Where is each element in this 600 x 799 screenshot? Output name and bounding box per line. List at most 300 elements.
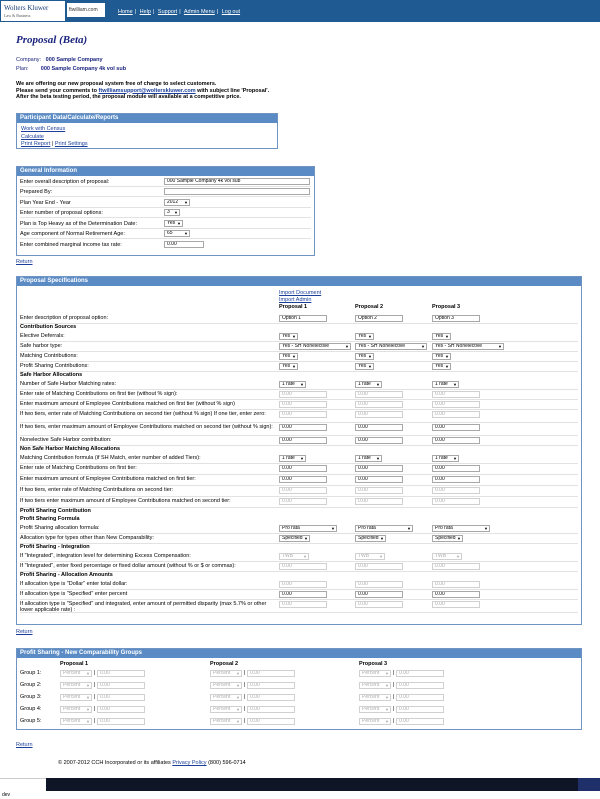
profit-sharing-contributions-select-3[interactable] (432, 363, 451, 370)
nonelective-sh-input-3[interactable]: 0.00 (432, 437, 480, 444)
chevron-down-icon: ▼ (380, 536, 384, 541)
sh-max-tier2-input-2[interactable]: 0.00 (355, 424, 403, 431)
chevron-down-icon: ▼ (292, 334, 296, 339)
chevron-down-icon: ▼ (345, 344, 349, 349)
integ-pct-label: If "Integrated", enter fixed percentage or fixed dollar amount (without % or $ or commas): (20, 563, 236, 569)
section-contribution-sources: Contribution Sources (20, 324, 77, 330)
nsh-rate-tier1-input-1[interactable]: 0.00 (279, 465, 327, 472)
specified-percent-label: If allocation type is "Specified" enter percent (20, 591, 128, 597)
nc-type-value: Percent (213, 706, 231, 712)
integ-pct-input-1[interactable]: 0.00 (279, 563, 327, 570)
sh-max-tier2-input-3[interactable]: 0.00 (432, 424, 480, 431)
alloc-type-select-3[interactable] (432, 535, 463, 542)
desc-row-input-2[interactable]: Option 2 (355, 315, 403, 322)
dollar-amount-input-2[interactable]: 0.00 (355, 581, 403, 588)
gi-row-plan-year (20, 199, 311, 208)
nsh-rate-tier2 (20, 486, 578, 497)
matching-contributions-value-2: Yes (358, 353, 367, 359)
participant-panel-title: Participant Data/Calculate/Reports (17, 114, 277, 123)
participant-panel (16, 113, 278, 149)
nc-type-value: Percent (362, 706, 380, 712)
col-header-proposal-3: Proposal 3 (432, 304, 461, 310)
safe-harbor-type (20, 342, 578, 352)
chevron-down-icon: ▼ (236, 683, 240, 688)
plan-value: 000 Sample Company 4k vol sub (40, 66, 127, 72)
beta-notice (16, 81, 269, 101)
elective-deferrals-select-2[interactable] (355, 333, 374, 340)
nc-type-select[interactable] (359, 694, 391, 701)
sh-max-tier1-label: Enter maximum amount of Employee Contributions matched on first tier (without % sign) (20, 401, 235, 407)
notice-line-3: After the beta testing period, the proposal module will available at a competitive price. (16, 94, 241, 100)
print-settings-link[interactable]: Print Settings (54, 141, 88, 147)
nc-separator: | (244, 694, 246, 700)
specified-percent-input-1[interactable]: 0.00 (279, 591, 327, 598)
nc-amount-input[interactable]: 0.00 (97, 694, 145, 701)
nc-type-value: Percent (63, 670, 81, 676)
alloc-type-value-3: Specified (435, 535, 456, 541)
nc-amount-input[interactable]: 0.00 (97, 670, 145, 677)
nc-type-select[interactable] (359, 718, 391, 725)
matching-contributions-select-1[interactable] (279, 353, 298, 360)
nsh-max-tier1-input-2[interactable]: 0.00 (355, 476, 403, 483)
nc-type-select[interactable] (359, 706, 391, 713)
sh-rate-tier1-input-3[interactable]: 0.00 (432, 391, 480, 398)
chevron-down-icon: ▼ (331, 526, 335, 531)
nc-group-label: Group 3: (20, 694, 42, 700)
profit-sharing-contributions-label: Profit Sharing Contributions: (20, 363, 89, 369)
nc-type-value: Percent (213, 682, 231, 688)
gi-row-description (20, 178, 311, 187)
nc-type-select[interactable] (60, 682, 92, 689)
import-document-link[interactable]: Import Document (279, 290, 322, 296)
permitted-disparity-input-2[interactable]: 0.00 (355, 601, 403, 608)
chevron-down-icon: ▼ (453, 382, 457, 387)
num-options-select[interactable] (164, 209, 180, 216)
nc-col-header-3: Proposal 3 (359, 661, 388, 667)
gi-row-top-heavy (20, 220, 311, 229)
chevron-down-icon: ▼ (86, 719, 90, 724)
tax-rate-input[interactable]: 0.00 (164, 241, 204, 248)
nc-type-select[interactable] (210, 682, 242, 689)
chevron-down-icon: ▼ (498, 344, 502, 349)
chevron-down-icon: ▼ (177, 221, 181, 226)
nsh-rate-tier1-label: Enter rate of Matching Contributions on first tier: (20, 465, 137, 471)
section-non-safe-harbor: Non Safe Harbor Matching Allocations (20, 446, 121, 452)
print-report-link[interactable]: Print Report (21, 141, 51, 147)
ps-formula-value-1: Pro rata (282, 525, 300, 531)
nonelective-sh-input-1[interactable]: 0.00 (279, 437, 327, 444)
profit-sharing-contributions-value-3: Yes (435, 363, 444, 369)
chevron-down-icon: ▼ (236, 707, 240, 712)
nsh-formula-value-2: 1 rate (358, 455, 371, 461)
chevron-down-icon: ▼ (174, 210, 178, 215)
nc-separator: | (393, 670, 395, 676)
nsh-max-tier1-label: Enter maximum amount of Employee Contributions matched on first tier: (20, 476, 196, 482)
nc-separator: | (393, 706, 395, 712)
plan-year-select[interactable] (164, 199, 190, 206)
chevron-down-icon: ▼ (86, 671, 90, 676)
nsh-max-tier2-input-2[interactable]: 0.00 (355, 498, 403, 505)
chevron-down-icon: ▼ (484, 526, 488, 531)
permitted-disparity (20, 600, 578, 613)
top-nav: Home | Help | Support | Admin Menu | Log out (118, 9, 241, 15)
safe-harbor-type-select-1[interactable] (279, 343, 351, 350)
nc-amount-input[interactable]: 0.00 (97, 718, 145, 725)
return-link-1[interactable]: Return (16, 259, 33, 265)
elective-deferrals-label: Elective Deferrals: (20, 333, 65, 339)
proposal-description-input[interactable]: 000 Sample Company 4k vol sub (164, 178, 310, 185)
desc-row (20, 314, 578, 324)
nc-group-row (20, 717, 578, 728)
nc-type-value: Percent (362, 694, 380, 700)
nsh-rate-tier2-input-2[interactable]: 0.00 (355, 487, 403, 494)
nc-separator: | (94, 670, 96, 676)
nsh-formula-value-1: 1 rate (282, 455, 295, 461)
nc-type-value: Percent (362, 670, 380, 676)
col-header-proposal-2: Proposal 2 (355, 304, 384, 310)
nc-amount-input[interactable]: 0.00 (247, 706, 295, 713)
elective-deferrals-value-2: Yes (358, 333, 367, 339)
chevron-down-icon: ▼ (385, 695, 389, 700)
alloc-type (20, 534, 578, 544)
sh-max-tier2-label: If two tiers, enter maximum amount of Employee Contributions matched on second tier (without % sign): (20, 424, 273, 430)
section-safe-harbor-allocations: Safe Harbor Allocations (20, 372, 83, 378)
sh-rate-tier1-input-1[interactable]: 0.00 (279, 391, 327, 398)
sh-rate-tier2-input-1[interactable]: 0.00 (279, 411, 327, 418)
nc-type-select[interactable] (60, 718, 92, 725)
nc-amount-input[interactable]: 0.00 (396, 706, 444, 713)
specified-percent-input-2[interactable]: 0.00 (355, 591, 403, 598)
chevron-down-icon: ▼ (304, 536, 308, 541)
bottom-bar-tab (0, 778, 46, 791)
nsh-formula (20, 454, 578, 464)
integ-level-select-2[interactable] (355, 553, 385, 560)
dollar-amount (20, 580, 578, 590)
gi-plan-year-label: Plan Year End - Year (20, 200, 71, 206)
support-email-link[interactable]: ftwilliamsupport@wolterskluwer.com (98, 87, 196, 94)
nav-support-link[interactable]: Support (157, 9, 178, 15)
sh-rate-tier2-label: If two tiers, enter rate of Matching Contributions on second tier (without % sign) If one tier, enter zero: (20, 411, 266, 417)
nav-home-link[interactable]: Home (118, 9, 133, 15)
import-admin-link[interactable]: Import Admin (279, 297, 312, 303)
nsh-formula-select-3[interactable] (432, 455, 459, 462)
sh-num-rates-value-1: 1 rate (282, 381, 295, 387)
top-header (0, 0, 600, 22)
ftwilliam-logo[interactable] (67, 3, 105, 17)
work-with-census-link[interactable]: Work with Census (21, 126, 66, 132)
nc-amount-input[interactable]: 0.00 (247, 682, 295, 689)
desc-row-input-3[interactable]: Option 3 (432, 315, 480, 322)
nc-amount-input[interactable]: 0.00 (97, 682, 145, 689)
sh-num-rates-select-1[interactable] (279, 381, 306, 388)
nc-group-row (20, 693, 578, 704)
nsh-max-tier2 (20, 497, 578, 508)
return-link-3[interactable]: Return (16, 742, 33, 748)
nc-col-header-1: Proposal 1 (60, 661, 89, 667)
integ-pct-input-2[interactable]: 0.00 (355, 563, 403, 570)
safe-harbor-type-select-2[interactable] (355, 343, 427, 350)
gi-row-num-options (20, 209, 311, 218)
integ-pct-input-3[interactable]: 0.00 (432, 563, 480, 570)
privacy-policy-link[interactable]: Privacy Policy (172, 760, 207, 766)
nc-col-header-2: Proposal 2 (210, 661, 239, 667)
nc-group-row (20, 681, 578, 692)
chevron-down-icon: ▼ (385, 671, 389, 676)
nc-type-select[interactable] (60, 694, 92, 701)
sh-max-tier1-input-2[interactable]: 0.00 (355, 401, 403, 408)
chevron-down-icon: ▼ (303, 554, 307, 559)
nc-amount-input[interactable]: 0.00 (97, 706, 145, 713)
nonelective-sh-label: Nonelective Safe Harbor contribution: (20, 437, 112, 443)
nc-type-select[interactable] (359, 670, 391, 677)
sh-rate-tier1-input-2[interactable]: 0.00 (355, 391, 403, 398)
col-header-proposal-1: Proposal 1 (279, 304, 308, 310)
ps-formula-select-1[interactable] (279, 525, 337, 532)
matching-contributions-select-3[interactable] (432, 353, 451, 360)
nc-type-select[interactable] (210, 694, 242, 701)
nsh-max-tier1 (20, 475, 578, 486)
bottom-bar (0, 778, 600, 791)
calculate-link[interactable]: Calculate (21, 133, 44, 140)
gi-prepared-by-label: Prepared By: (20, 189, 53, 195)
safe-harbor-type-label: Safe harbor type: (20, 343, 63, 349)
nsh-rate-tier1-input-3[interactable]: 0.00 (432, 465, 480, 472)
nsh-max-tier2-input-1[interactable]: 0.00 (279, 498, 327, 505)
section-ps-formula: Profit Sharing Formula (20, 516, 80, 522)
notice-line-2-post: with subject line 'Proposal'. (195, 87, 270, 94)
participant-links (21, 126, 88, 149)
chevron-down-icon: ▼ (368, 364, 372, 369)
section-ps-integration: Profit Sharing - Integration (20, 544, 90, 550)
return-link-2[interactable]: Return (16, 629, 33, 635)
chevron-down-icon: ▼ (292, 354, 296, 359)
dollar-amount-input-3[interactable]: 0.00 (432, 581, 480, 588)
alloc-type-label: Allocation type for types other than New Comparability: (20, 535, 154, 541)
matching-contributions (20, 352, 578, 362)
dollar-amount-label: If allocation type is "Dollar" enter total dollar: (20, 581, 128, 587)
safe-harbor-type-select-3[interactable] (432, 343, 504, 350)
integ-pct (20, 562, 578, 572)
profit-sharing-contributions-value-1: Yes (282, 363, 291, 369)
gi-age-label: Age component of Normal Retirement Age: (20, 231, 125, 237)
sh-rate-tier2-input-2[interactable]: 0.00 (355, 411, 403, 418)
nc-type-value: Percent (213, 670, 231, 676)
desc-row-input-1[interactable]: Option 1 (279, 315, 327, 322)
ps-formula-select-3[interactable] (432, 525, 490, 532)
notice-line-2-pre: Please send your comments to (16, 87, 99, 94)
chevron-down-icon: ▼ (457, 536, 461, 541)
nc-separator: | (244, 718, 246, 724)
elective-deferrals-value-3: Yes (435, 333, 444, 339)
permitted-disparity-input-3[interactable]: 0.00 (432, 601, 480, 608)
logo-text: Wolters Kluwer (4, 4, 49, 12)
nc-group-label: Group 5: (20, 718, 42, 724)
sh-rate-tier1-label: Enter rate of Matching Contributions on first tier (without % sign): (20, 391, 178, 397)
nsh-max-tier2-label: If two tiers enter maximum amount of Employee Contributions matched on second tier: (20, 498, 231, 504)
chevron-down-icon: ▼ (376, 456, 380, 461)
profit-sharing-contributions-select-1[interactable] (279, 363, 298, 370)
integ-level-label: If "Integrated", integration level for determining Excess Compensation: (20, 553, 191, 559)
plan-year-value: 2012 (167, 199, 179, 205)
nc-group-row (20, 705, 578, 716)
phone-text: (800) 596-0714 (206, 760, 246, 766)
logo-subtext: Law & Business (4, 13, 31, 18)
top-heavy-value: Yes (167, 220, 176, 226)
chevron-down-icon: ▼ (385, 683, 389, 688)
nc-separator: | (244, 706, 246, 712)
nc-amount-input[interactable]: 0.00 (396, 670, 444, 677)
chevron-down-icon: ▼ (236, 695, 240, 700)
dev-label: dev (2, 792, 11, 798)
nc-amount-input[interactable]: 0.00 (396, 682, 444, 689)
chevron-down-icon: ▼ (385, 719, 389, 724)
sh-rate-tier1 (20, 390, 578, 400)
sh-rate-tier2 (20, 410, 578, 423)
chevron-down-icon: ▼ (300, 382, 304, 387)
prepared-by-input[interactable] (164, 188, 310, 195)
integ-level-select-1[interactable] (279, 553, 309, 560)
sh-num-rates (20, 380, 578, 390)
sh-max-tier1 (20, 400, 578, 410)
nc-type-select[interactable] (60, 706, 92, 713)
nc-group-label: Group 4: (20, 706, 42, 712)
chevron-down-icon: ▼ (445, 354, 449, 359)
profit-sharing-contributions-select-2[interactable] (355, 363, 374, 370)
nc-type-select[interactable] (210, 670, 242, 677)
ps-formula (20, 524, 578, 534)
ps-formula-value-3: Pro rata (435, 525, 453, 531)
sh-num-rates-select-3[interactable] (432, 381, 459, 388)
chevron-down-icon: ▼ (368, 334, 372, 339)
chevron-down-icon: ▼ (407, 526, 411, 531)
page-title: Proposal (Beta) (16, 34, 88, 46)
gi-row-prepared-by (20, 188, 311, 197)
new-comparability-panel (16, 648, 582, 730)
nc-type-value: Percent (63, 694, 81, 700)
general-info-title: General Information (17, 167, 314, 176)
num-options-value: 3 (167, 209, 170, 215)
nc-type-value: Percent (63, 682, 81, 688)
matching-contributions-label: Matching Contributions: (20, 353, 78, 359)
elective-deferrals-value-1: Yes (282, 333, 291, 339)
matching-contributions-value-3: Yes (435, 353, 444, 359)
nsh-max-tier1-input-1[interactable]: 0.00 (279, 476, 327, 483)
proposal-specs-title: Proposal Specifications (17, 277, 581, 286)
nsh-formula-select-1[interactable] (279, 455, 306, 462)
nav-admin-menu-link[interactable]: Admin Menu (183, 9, 215, 15)
nc-separator: | (393, 682, 395, 688)
chevron-down-icon: ▼ (86, 707, 90, 712)
elective-deferrals-select-3[interactable] (432, 333, 451, 340)
copyright-text: © 2007-2012 CCH Incorporated or its affiliates (58, 760, 173, 766)
alloc-type-value-2: Specified (358, 535, 379, 541)
nc-amount-input[interactable]: 0.00 (247, 694, 295, 701)
safe-harbor-type-value-1: Yes - SH Nonelective (282, 343, 330, 349)
sh-max-tier1-input-1[interactable]: 0.00 (279, 401, 327, 408)
nsh-rate-tier2-input-3[interactable]: 0.00 (432, 487, 480, 494)
bottom-bar-corner (578, 778, 600, 791)
nc-amount-input[interactable]: 0.00 (247, 670, 295, 677)
retirement-age-select[interactable] (164, 230, 190, 237)
elective-deferrals (20, 332, 578, 342)
nsh-formula-select-2[interactable] (355, 455, 382, 462)
chevron-down-icon: ▼ (86, 695, 90, 700)
alloc-type-select-2[interactable] (355, 535, 386, 542)
proposal-specs-panel (16, 276, 582, 625)
integ-level-select-3[interactable] (432, 553, 462, 560)
nav-logout-link[interactable]: Log out (221, 9, 241, 15)
nsh-formula-value-3: 1 rate (435, 455, 448, 461)
gi-tax-rate-label: Enter combined marginal income tax rate: (20, 242, 122, 248)
ps-formula-select-2[interactable] (355, 525, 413, 532)
integ-level-value-3: TWB (435, 553, 447, 559)
matching-contributions-value-1: Yes (282, 353, 291, 359)
nc-amount-input[interactable]: 0.00 (247, 718, 295, 725)
nc-group-label: Group 1: (20, 670, 42, 676)
desc-row-label: Enter description of proposal option: (20, 315, 109, 321)
nc-type-value: Percent (63, 718, 81, 724)
permitted-disparity-label: If allocation type is "Specified" and integrated, enter amount of permitted disparity (max 5.7% or other lower applicable rate) : (20, 601, 267, 613)
wolters-kluwer-logo[interactable] (1, 1, 65, 21)
top-heavy-select[interactable] (164, 220, 183, 227)
sh-max-tier1-input-3[interactable]: 0.00 (432, 401, 480, 408)
nsh-rate-tier2-input-1[interactable]: 0.00 (279, 487, 327, 494)
alloc-type-select-1[interactable] (279, 535, 310, 542)
alloc-type-value-1: Specified (282, 535, 303, 541)
nc-type-select[interactable] (210, 718, 242, 725)
company-value: 000 Sample Company (45, 57, 103, 63)
nc-separator: | (393, 694, 395, 700)
chevron-down-icon: ▼ (184, 231, 188, 236)
nav-help-link[interactable]: Help (139, 9, 151, 15)
nsh-rate-tier1-input-2[interactable]: 0.00 (355, 465, 403, 472)
nc-separator: | (94, 682, 96, 688)
nsh-formula-label: Matching Contribution formula (if SH Match, enter number of added Tiers): (20, 455, 201, 461)
ps-formula-value-2: Pro rata (358, 525, 376, 531)
nc-type-value: Percent (213, 718, 231, 724)
nc-type-select[interactable] (210, 706, 242, 713)
gi-row-tax-rate (20, 241, 311, 250)
nonelective-sh-input-2[interactable]: 0.00 (355, 437, 403, 444)
specified-percent-input-3[interactable]: 0.00 (432, 591, 480, 598)
sh-rate-tier2-input-3[interactable]: 0.00 (432, 411, 480, 418)
nc-amount-input[interactable]: 0.00 (396, 694, 444, 701)
nc-separator: | (94, 718, 96, 724)
nonelective-sh (20, 436, 578, 446)
nc-separator: | (393, 718, 395, 724)
sh-max-tier2-input-1[interactable]: 0.00 (279, 424, 327, 431)
retirement-age-value: 65 (167, 230, 173, 236)
nc-type-select[interactable] (60, 670, 92, 677)
dollar-amount-input-1[interactable]: 0.00 (279, 581, 327, 588)
matching-contributions-select-2[interactable] (355, 353, 374, 360)
permitted-disparity-input-1[interactable]: 0.00 (279, 601, 327, 608)
specified-percent (20, 590, 578, 600)
nc-type-value: Percent (362, 682, 380, 688)
chevron-down-icon: ▼ (86, 683, 90, 688)
chevron-down-icon: ▼ (368, 354, 372, 359)
nsh-max-tier2-input-3[interactable]: 0.00 (432, 498, 480, 505)
sh-num-rates-select-2[interactable] (355, 381, 382, 388)
nc-type-value: Percent (362, 718, 380, 724)
company-info (16, 57, 103, 63)
nc-amount-input[interactable]: 0.00 (396, 718, 444, 725)
nc-type-select[interactable] (359, 682, 391, 689)
elective-deferrals-select-1[interactable] (279, 333, 298, 340)
chevron-down-icon: ▼ (445, 364, 449, 369)
chevron-down-icon: ▼ (236, 671, 240, 676)
nsh-max-tier1-input-3[interactable]: 0.00 (432, 476, 480, 483)
